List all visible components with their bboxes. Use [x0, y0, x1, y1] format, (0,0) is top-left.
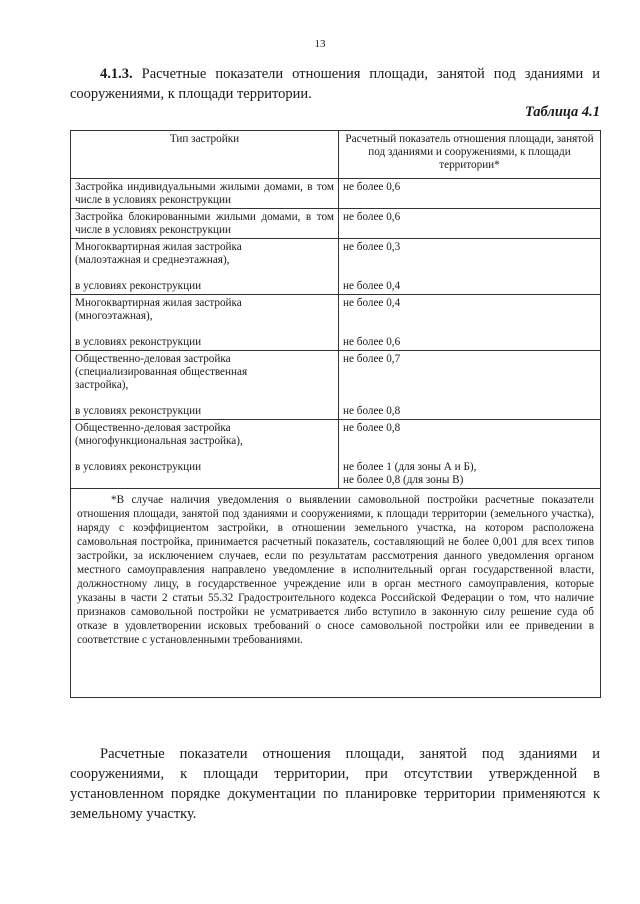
- table-row: [71, 209, 601, 239]
- row-building-type: [71, 351, 339, 420]
- closing-paragraph: Расчетные показатели отношения площади, занятой под зданиями и сооружениями, к площади территории, при отсутствии утвержденной в установленном порядке документации по планировке территории применяются к земельному участку.: [70, 746, 600, 822]
- table-row: [71, 351, 601, 420]
- row-indicator-sub: не более 1 (для зоны А и Б),: [343, 461, 477, 473]
- row-building-type: [71, 420, 339, 489]
- row-building-type: Застройка блокированными жилыми домами, в том числе в условиях реконструкции: [71, 209, 339, 239]
- row-indicator-main: не более 0,4: [343, 297, 401, 309]
- row-building-type-main: Многоквартирная жилая застройка (многоэтажная),: [75, 297, 242, 322]
- row-building-type-main: Общественно-деловая застройка (специализированная общественная застройка),: [75, 353, 248, 391]
- table-header-row: [71, 131, 601, 179]
- row-building-type-sub: в условиях реконструкции: [75, 405, 202, 417]
- row-indicator-value: не более 0,6: [339, 179, 601, 209]
- page-number: 13: [314, 38, 326, 50]
- section-number: 4.1.3.: [100, 66, 133, 82]
- header-indicator: Расчетный показатель отношения площади, занятой под зданиями и сооружениями, к площади территории*: [339, 131, 601, 179]
- row-indicator-value: [339, 351, 601, 420]
- section-heading: [70, 64, 600, 104]
- header-building-type: Тип застройки: [71, 131, 339, 179]
- table-row: [71, 420, 601, 489]
- row-building-type-sub: в условиях реконструкции: [75, 280, 202, 292]
- row-indicator-sub: не более 0,8: [343, 405, 401, 417]
- table-footnote-text: *В случае наличия уведомления о выявлении самовольной постройки расчетные показатели отношения площади, занятой под зданиями и сооружениями, к площади территории (земельного участка), наряду с коэффициентом застройки, в отношении земельного участка, на котором расположена самовольная постройка, принимается расчетный показатель, составляющий не более 0,001 для всех типов застройки, за исключением случаев, если по результатам рассмотрения данного уведомления органом местного самоуправления направлено уведомление в исполнительный орган государственной власти, должностному лицу, в государственное учреждение или в орган местного самоуправления, которые указаны в части 2 статьи 55.32 Градостроительного кодекса Российской Федерации о том, что наличие признаков самовольной постройки не усматривается либо вступило в законную силу решение суда об отказе в удовлетворении исковых требований о сносе самовольной постройки или ее приведении в соответствие с установленными требованиями.: [77, 494, 594, 646]
- row-indicator-value: не более 0,6: [339, 209, 601, 239]
- row-building-type: [71, 295, 339, 351]
- section-heading-text: Расчетные показатели отношения площади, занятой под зданиями и сооружениями, к площади территории.: [70, 66, 600, 102]
- table-row: [71, 295, 601, 351]
- row-indicator-sub: не более 0,6: [343, 336, 401, 348]
- row-indicator-main: не более 0,3: [343, 241, 401, 253]
- table-row: [71, 239, 601, 295]
- row-indicator-main: не более 0,8: [343, 422, 401, 434]
- table-footnote-row: [71, 489, 601, 698]
- row-indicator-sub: не более 0,4: [343, 280, 401, 292]
- row-building-type: Застройка индивидуальными жилыми домами, в том числе в условиях реконструкции: [71, 179, 339, 209]
- row-building-type-main: Многоквартирная жилая застройка (малоэтажная и среднеэтажная),: [75, 241, 242, 266]
- row-indicator-value: [339, 420, 601, 489]
- indicators-table: [70, 130, 601, 698]
- row-indicator-main: не более 0,7: [343, 353, 401, 365]
- row-indicator-value: [339, 239, 601, 295]
- row-building-type: [71, 239, 339, 295]
- table-caption: Таблица 4.1: [524, 104, 600, 120]
- row-building-type-sub: в условиях реконструкции: [75, 336, 202, 348]
- table-row: [71, 179, 601, 209]
- row-building-type-main: Общественно-деловая застройка (многофункциональная застройка),: [75, 422, 243, 447]
- row-building-type-sub: в условиях реконструкции: [75, 461, 202, 473]
- row-indicator-sub-2: не более 0,8 (для зоны В): [343, 474, 464, 486]
- table-footnote: [71, 489, 601, 698]
- row-indicator-value: [339, 295, 601, 351]
